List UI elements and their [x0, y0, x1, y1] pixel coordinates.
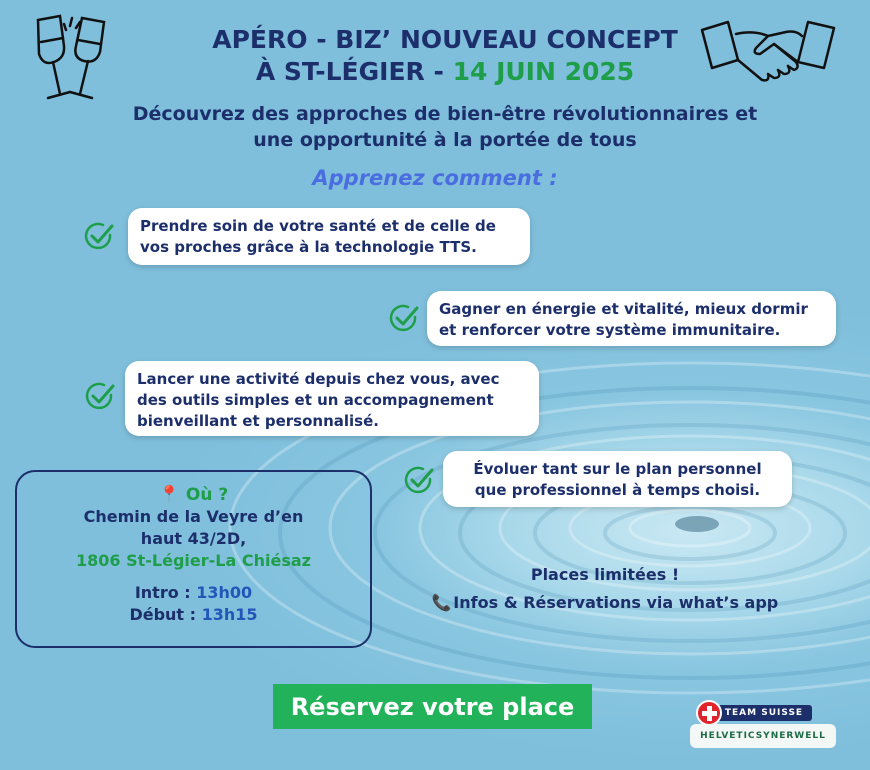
check-circle-icon	[83, 220, 115, 252]
location-heading	[17, 484, 370, 506]
benefit-health	[128, 208, 530, 265]
champagne-glasses-icon	[20, 12, 135, 110]
address-city: 1806 St-Légier-La Chiésaz	[76, 551, 311, 570]
benefit-line: Gagner en énergie et vitalité, mieux dormir	[439, 300, 808, 318]
benefit-line: vos proches grâce à la technologie TTS.	[140, 238, 477, 256]
reserve-button[interactable]: Réservez votre place	[273, 684, 592, 729]
subtitle-line-1: Découvrez des approches de bien-être révolutionnaires et	[132, 103, 758, 125]
benefit-energy	[427, 291, 836, 346]
check-circle-icon	[84, 380, 116, 412]
location-box	[15, 470, 372, 648]
title-line-1: APÉRO - BIZ’ NOUVEAU CONCEPT	[212, 25, 678, 54]
team-label: TEAM SUISSE	[716, 705, 812, 721]
benefit-line: Lancer une activité depuis chez vous, avec	[137, 370, 500, 388]
team-badge	[688, 698, 838, 754]
subtitle	[115, 101, 775, 153]
benefit-growth	[443, 451, 792, 507]
title-location: À ST-LÉGIER -	[255, 57, 453, 86]
benefit-line: Prendre soin de votre santé et de celle de	[140, 217, 496, 235]
location-heading-text: Où ?	[185, 485, 229, 505]
swiss-flag-icon	[696, 700, 722, 726]
reservation-info	[405, 592, 805, 614]
start-time-row	[17, 604, 370, 626]
reservation-info-text: Infos & Réservations via what’s app	[453, 593, 779, 612]
event-date: 14 JUIN 2025	[452, 57, 635, 86]
event-title	[140, 24, 750, 88]
benefit-line: et renforcer votre système immunitaire.	[439, 321, 781, 339]
benefit-line: Évoluer tant sur le plan personnel	[473, 460, 762, 478]
limited-places: Places limitées !	[530, 565, 680, 584]
title-line-2	[140, 56, 750, 88]
start-label: Début :	[129, 605, 197, 624]
start-time: 13h15	[201, 605, 258, 624]
pin-icon: 📍	[158, 485, 180, 505]
intro-label: Intro :	[134, 583, 191, 602]
phone-icon: 📞	[431, 593, 452, 612]
address-line-1: Chemin de la Veyre d’en	[83, 507, 304, 526]
check-circle-icon	[388, 302, 420, 334]
intro-time-row	[17, 582, 370, 604]
check-circle-icon	[403, 464, 435, 496]
subtitle-line-2: une opportunité à la portée de tous	[253, 129, 637, 151]
brand-label: HELVETICSYNERWELL	[690, 724, 836, 748]
intro-time: 13h00	[196, 583, 253, 602]
benefit-line: bienveillant et personnalisé.	[137, 412, 379, 430]
benefit-line: que professionnel à temps choisi.	[474, 481, 761, 499]
benefit-line: des outils simples et un accompagnement	[137, 391, 494, 409]
address-line-2: haut 43/2D,	[140, 529, 247, 548]
learn-heading: Apprenez comment :	[312, 166, 558, 190]
benefit-business	[125, 361, 539, 436]
